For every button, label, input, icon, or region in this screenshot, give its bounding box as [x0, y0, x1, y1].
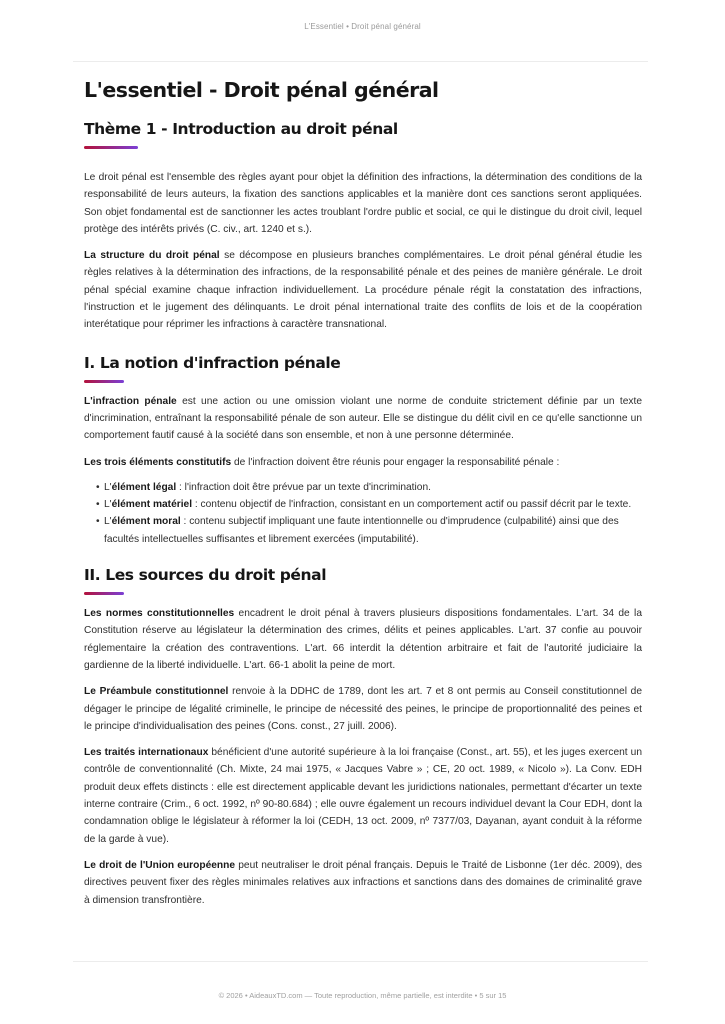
section-2-paragraph-4: Le droit de l'Union européenne peut neutraliser le droit pénal français. Depuis le Traité de Lisbonne (1er déc. 2009), des directives peuvent fixer des règles minimales relatives aux infractions et sanctions dans des domaines de criminalité grave à dimension transfrontière. — [84, 859, 642, 906]
bold-term: Le droit de l'Union européenne — [84, 859, 236, 871]
section-2-paragraph-2: Le Préambule constitutionnel renvoie à la DDHC de 1789, dont les art. 7 et 8 ont permis au Conseil constitutionnel de dégager le principe de légalité criminelle, le principe de nécessité des peines, le principe de proportionnalité des peines et le principe d'individualisation des peines (Cons. const., 27 juill. 2006). — [84, 686, 642, 732]
constitutive-elements-list — [84, 479, 642, 548]
document-title: L'essentiel - Droit pénal général — [84, 78, 439, 102]
section-2-accent-bar — [84, 592, 124, 595]
bold-term: Le Préambule constitutionnel — [84, 686, 229, 698]
section-1-paragraph-2: Les trois éléments constitutifs de l'infraction doivent être réunis pour engager la responsabilité pénale : — [84, 456, 560, 468]
intro-paragraph-2: La structure du droit pénal se décompose en plusieurs branches complémentaires. Le droit pénal général étudie les règles relatives à la détermination des infractions, de la responsabilité pénale et des peines de manière générale. Le droit pénal spécial examine chaque infraction individuellement. La procédure pénale régit la constatation des infractions, l'instruction et le jugement des délinquants. Le droit pénal international traite des conflits de lois et de la coopération interétatique pour réprimer les infractions à caractère transnational. — [84, 250, 642, 331]
intro-paragraph-1: Le droit pénal est l'ensemble des règles ayant pour objet la définition des infractions, la détermination des conditions de la responsabilité de leurs auteurs, la fixation des sanctions applicables et la manière dont ces sanctions seront appliquées. Son objet fondamental est de sanctionner les actes troublant l'ordre public et social, ce qui le distingue du droit civil, lequel protège des intérêts privés (C. civ., art. 1240 et s.). — [84, 172, 642, 235]
page-footer: © 2026 • AideauxTD.com — Toute reproduction, même partielle, est interdite • 5 sur 15 — [218, 991, 507, 1000]
section-2-paragraph-3: Les traités internationaux bénéficient d'une autorité supérieure à la loi française (Const., art. 55), et les juges exercent un contrôle de conventionnalité (Ch. Mixte, 24 mai 1975, « Jacques Vabre » ; CE, 20 oct. 1989, « Nicolo »). La Conv. EDH produit deux effets distincts : elle est directement applicable devant les juridictions nationales, permettant d'écarter un texte interne contraire (Crim., 6 oct. 1992, nº 90-80.684) ; elle ouvre également un recours individuel devant la Cour EDH, dont la condamnation oblige le législateur à réformer la loi (CEDH, 13 oct. 2009, nº 7377/03, Dayanan, ayant conduit à la réforme de la garde à vue). — [84, 747, 642, 845]
list-item: • L'élément matériel : contenu objectif de l'infraction, consistant en un comportement actif ou passif décrit par le texte. — [98, 496, 642, 513]
running-header: L'Essentiel • Droit pénal général — [304, 22, 421, 31]
section-1-paragraph-1: L'infraction pénale est une action ou une omission violant une norme de conduite strictement définie par un texte d'incrimination, entraînant la responsabilité pénale de son auteur. Elle se distingue du délit civil en ce qu'elle sanctionne un comportement fautif causé à la société dans son ensemble, et non à une personne déterminée. — [84, 395, 642, 442]
document-body — [84, 76, 642, 909]
theme-accent-bar — [84, 146, 138, 149]
section-1-heading: I. La notion d'infraction pénale — [84, 353, 341, 372]
footer-divider — [73, 961, 648, 962]
header-divider — [73, 61, 648, 62]
bold-term: L'infraction pénale — [84, 395, 177, 407]
section-2-heading: II. Les sources du droit pénal — [84, 566, 327, 585]
list-item: • L'élément légal : l'infraction doit être prévue par un texte d'incrimination. — [98, 479, 642, 496]
bold-term: La structure du droit pénal — [84, 250, 220, 262]
bold-term: Les normes constitutionnelles — [84, 608, 235, 620]
section-1-accent-bar — [84, 380, 124, 383]
theme-heading: Thème 1 - Introduction au droit pénal — [84, 120, 398, 138]
bold-term: Les trois éléments constitutifs — [84, 456, 232, 468]
list-item: • L'élément moral : contenu subjectif impliquant une faute intentionnelle ou d'imprudence (culpabilité) ainsi que des facultés intellectuelles suffisantes et librement exercées (imputabilité). — [98, 513, 642, 548]
section-2-paragraph-1: Les normes constitutionnelles encadrent le droit pénal à travers plusieurs dispositions fondamentales. L'art. 34 de la Constitution réserve au législateur la détermination des crimes, délits et peines applicables. L'art. 37 confie au pouvoir réglementaire la création des contraventions. L'art. 66 interdit la détention arbitraire et fait de l'autorité judiciaire la gardienne de la liberté individuelle. L'art. 66-1 abolit la peine de mort. — [84, 608, 642, 671]
bold-term: Les traités internationaux — [84, 747, 209, 759]
